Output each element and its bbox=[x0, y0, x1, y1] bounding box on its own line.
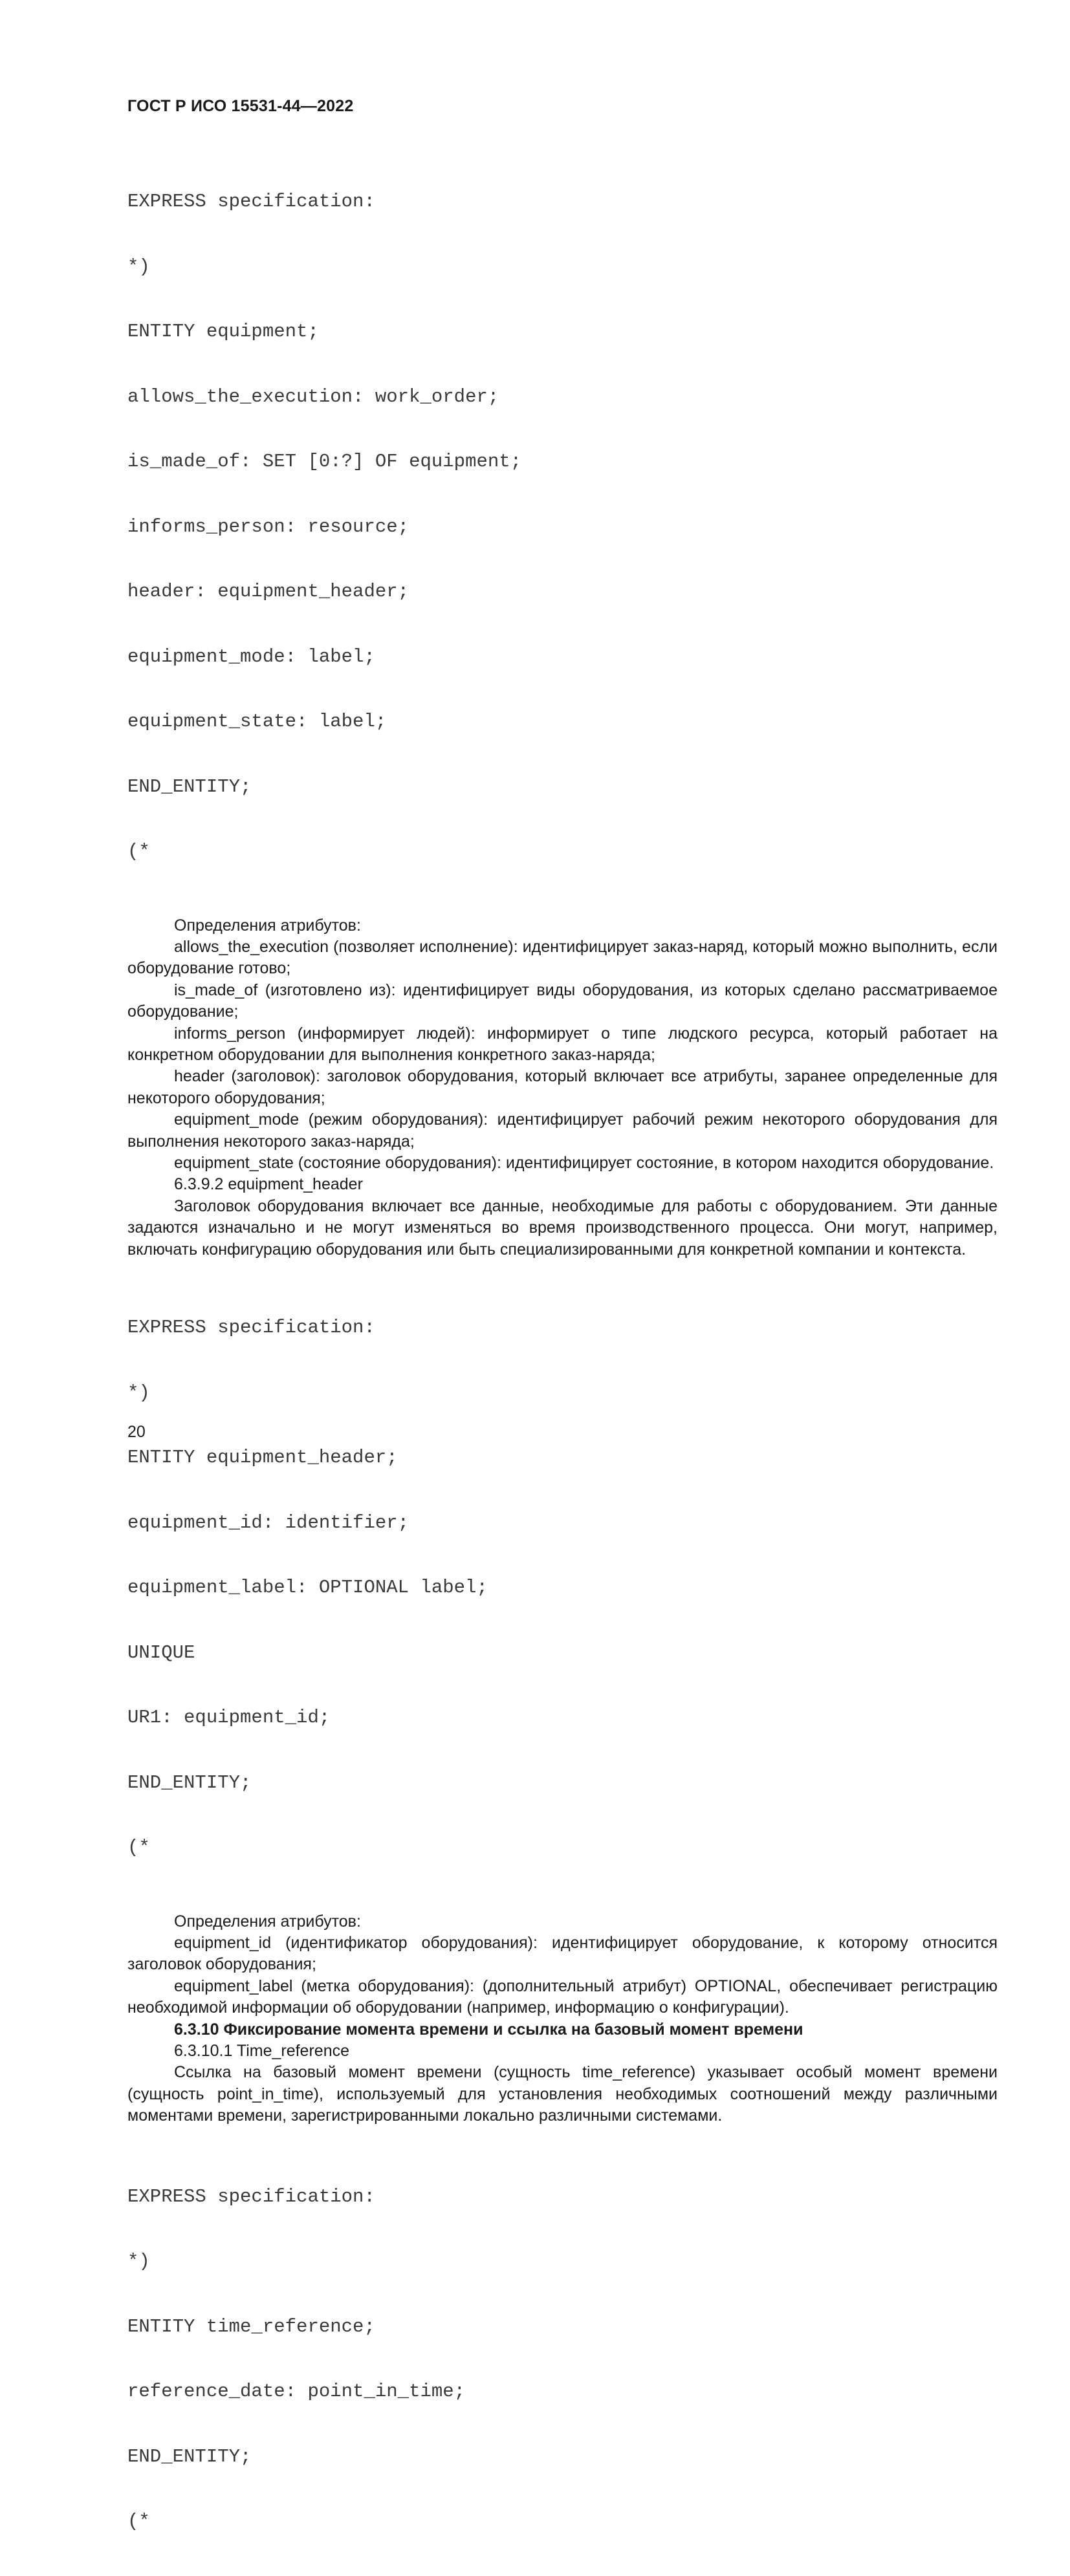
code-line: equipment_mode: label; bbox=[127, 645, 375, 667]
code-line: *) bbox=[127, 255, 150, 277]
section-heading-6310: 6.3.10 Фиксирование момента времени и ссылка на базовый момент времени bbox=[174, 2020, 803, 2039]
code-line: END_ENTITY; bbox=[127, 1771, 252, 1793]
definition-item: equipment_mode (режим оборудования): идентифицирует рабочий режим некоторого оборудования для выполнения некоторого заказ-наряда; bbox=[127, 1110, 998, 1151]
code-line: ENTITY equipment; bbox=[127, 321, 319, 342]
page-content bbox=[127, 147, 998, 2576]
code-line: equipment_label: OPTIONAL label; bbox=[127, 1577, 488, 1598]
code-line: is_made_of: SET [0:?] OF equipment; bbox=[127, 451, 522, 472]
definition-item: allows_the_execution (позволяет исполнение): идентифицирует заказ-наряд, который можно выполнить, если оборудование готово; bbox=[127, 937, 998, 978]
code-line: UNIQUE bbox=[127, 1641, 195, 1663]
code-line: (* bbox=[127, 1837, 150, 1858]
definitions-title: Определения атрибутов: bbox=[174, 1912, 361, 1931]
definition-item: equipment_label (метка оборудования): (дополнительный атрибут) OPTIONAL, обеспечивает регистрацию необходимой информации об оборудовании (например, информацию о конфигурации). bbox=[127, 1976, 998, 2017]
code-line: EXPRESS specification: bbox=[127, 1317, 375, 1338]
section-subheading-63101: 6.3.10.1 Time_reference bbox=[174, 2041, 349, 2060]
definition-item: header (заголовок): заголовок оборудования, который включает все атрибуты, заранее определенные для некоторого оборудования; bbox=[127, 1067, 998, 1107]
definitions-title: Определения атрибутов: bbox=[174, 916, 361, 935]
definition-item: equipment_state (состояние оборудования): идентифицирует состояние, в котором находится оборудование. bbox=[174, 1153, 994, 1172]
express-code-block-equipment bbox=[127, 147, 998, 906]
section-text-63101: Ссылка на базовый момент времени (сущность time_reference) указывает особый момент времени (сущность point_in_time), используемый для установления необходимых соотношений между различными моментами времени, зарегистрированными локально различными системами. bbox=[127, 2063, 998, 2125]
attribute-definitions-equipment bbox=[127, 915, 998, 1261]
code-line: END_ENTITY; bbox=[127, 775, 252, 797]
page-number: 20 bbox=[127, 1423, 146, 1441]
code-line: ENTITY equipment_header; bbox=[127, 1447, 398, 1468]
code-line: allows_the_execution: work_order; bbox=[127, 385, 499, 407]
attribute-definitions-equipment-header bbox=[127, 1911, 998, 2127]
code-line: header: equipment_header; bbox=[127, 581, 409, 602]
code-line: (* bbox=[127, 841, 150, 862]
code-line: ENTITY time_reference; bbox=[127, 2315, 375, 2337]
express-code-block-time-reference bbox=[127, 2143, 998, 2576]
code-line: *) bbox=[127, 2251, 150, 2273]
code-line: EXPRESS specification: bbox=[127, 2185, 375, 2207]
code-line: *) bbox=[127, 1381, 150, 1403]
code-line: UR1: equipment_id; bbox=[127, 1707, 331, 1728]
code-line: reference_date: point_in_time; bbox=[127, 2381, 466, 2403]
document-header: ГОСТ Р ИСО 15531-44—2022 bbox=[127, 97, 354, 115]
section-heading-6392: 6.3.9.2 equipment_header bbox=[174, 1175, 363, 1194]
code-line: equipment_state: label; bbox=[127, 711, 387, 732]
express-code-block-equipment-header bbox=[127, 1273, 998, 1902]
definition-item: equipment_id (идентификатор оборудования): идентифицирует оборудование, к которому относится заголовок оборудования; bbox=[127, 1933, 998, 1974]
code-line: (* bbox=[127, 2511, 150, 2533]
code-line: END_ENTITY; bbox=[127, 2445, 252, 2467]
code-line: equipment_id: identifier; bbox=[127, 1511, 409, 1533]
definition-item: informs_person (информирует людей): информирует о типе людского ресурса, который работает на конкретном оборудовании для выполнения конкретного заказ-наряда; bbox=[127, 1024, 998, 1064]
code-line: informs_person: resource; bbox=[127, 515, 409, 537]
code-line: EXPRESS specification: bbox=[127, 191, 375, 212]
definition-item: is_made_of (изготовлено из): идентифицирует виды оборудования, из которых сделано рассматриваемое оборудование; bbox=[127, 980, 998, 1021]
section-text-6392: Заголовок оборудования включает все данные, необходимые для работы с оборудованием. Эти данные задаются изначально и не могут изменяться во время производственного процесса. Они могут, например, включать конфигурацию оборудования или быть специализированными для конкретной компании и контекста. bbox=[127, 1196, 998, 1259]
